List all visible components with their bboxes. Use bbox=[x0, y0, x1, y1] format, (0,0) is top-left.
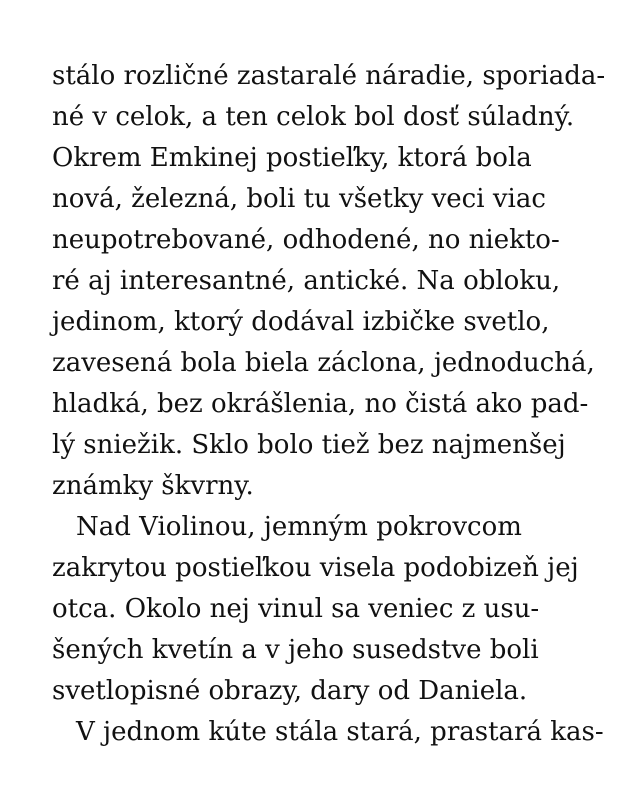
text-line: neupotrebované, odhodené, no niekto- bbox=[52, 225, 560, 255]
text-line: známky škvrny. bbox=[52, 471, 254, 501]
text-line: zavesená bola biela záclona, jednoduchá, bbox=[52, 348, 595, 378]
text-line: né v celok, a ten celok bol dosť súladný. bbox=[52, 102, 575, 132]
text-line: nová, železná, boli tu všetky veci viac bbox=[52, 184, 546, 214]
text-line: zakrytou postieľkou visela podobizeň jej bbox=[52, 553, 579, 583]
text-line: svetlopisné obrazy, dary od Daniela. bbox=[52, 676, 528, 706]
text-line: Okrem Emkinej postieľky, ktorá bola bbox=[52, 143, 532, 173]
text-line: stálo rozličné zastaralé náradie, sporiada- bbox=[52, 61, 606, 91]
body-text bbox=[52, 56, 606, 753]
paragraph-start-line: Nad Violinou, jemným pokrovcom bbox=[76, 512, 522, 542]
paragraph-start-line: V jednom kúte stála stará, prastará kas- bbox=[76, 717, 604, 747]
text-line: jedinom, ktorý dodával izbičke svetlo, bbox=[52, 307, 550, 337]
text-line: otca. Okolo nej vinul sa veniec z usu- bbox=[52, 594, 540, 624]
text-line: hladká, bez okrášlenia, no čistá ako pad- bbox=[52, 389, 589, 419]
text-line: lý sniežik. Sklo bolo tiež bez najmenšej bbox=[52, 430, 566, 460]
text-line: šených kvetín a v jeho susedstve boli bbox=[52, 635, 539, 665]
text-line: ré aj interesantné, antické. Na obloku, bbox=[52, 266, 561, 296]
